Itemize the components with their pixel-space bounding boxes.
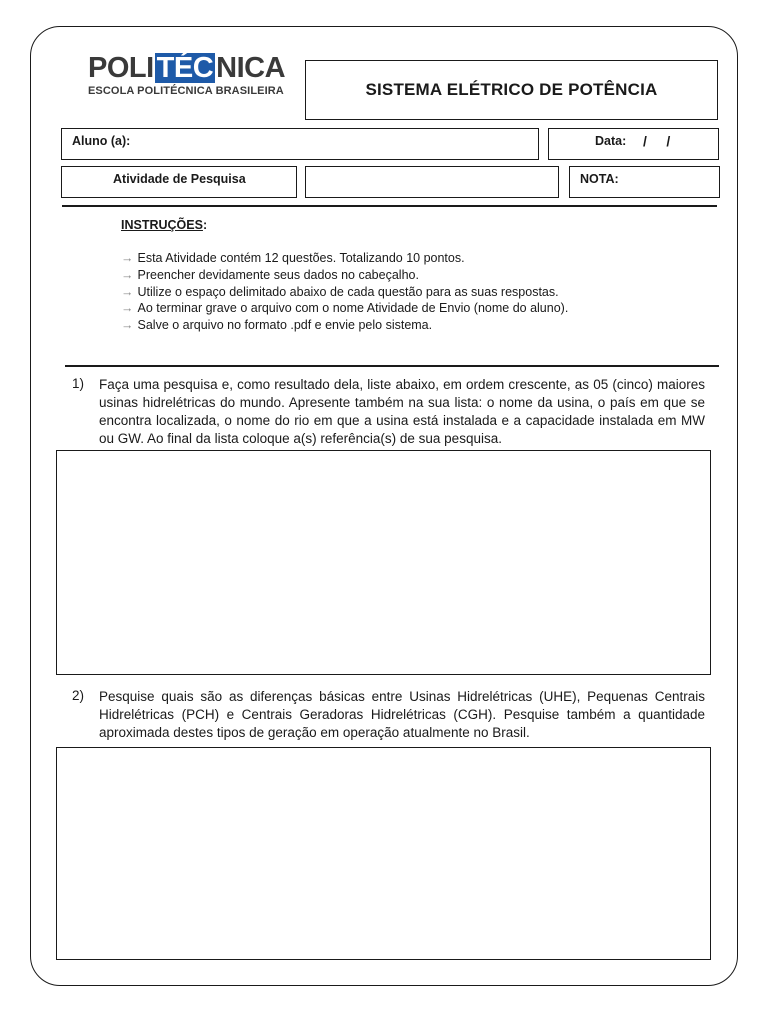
question-1-text: Faça uma pesquisa e, como resultado dela, liste abaixo, em ordem crescente, as 05 (cinco) maiores usinas hidrelétricas do mundo. Apresente também na sua lista: o nome da usina, o país em que se encontra localizada, o nome do rio em que a usina está instalada e a capacidade instalada em MW ou GW. Ao final da lista coloque a(s) referência(s) de sua pesquisa. (99, 377, 705, 446)
instruction-text: Preencher devidamente seus dados no cabeçalho. (137, 267, 419, 282)
arrow-icon: → (121, 301, 134, 316)
grade-label: NOTA: (580, 172, 619, 186)
instruction-item (121, 317, 568, 334)
instruction-text: Utilize o espaço delimitado abaixo de cada questão para as suas respostas. (137, 284, 559, 299)
header-divider (62, 205, 717, 207)
instructions-heading-text: INSTRUÇÕES (121, 218, 203, 232)
instructions-list (121, 250, 568, 334)
arrow-icon: → (121, 251, 134, 265)
instruction-text: Esta Atividade contém 12 questões. Totalizando 10 pontos. (137, 251, 465, 265)
activity-label: Atividade de Pesquisa (113, 172, 246, 186)
arrow-icon: → (121, 267, 134, 282)
question-1-answer-box[interactable] (56, 450, 711, 675)
question-1-number: 1) (72, 376, 85, 391)
instructions-heading-colon: : (202, 218, 208, 232)
instruction-item (121, 250, 568, 267)
question-2-text: Pesquise quais são as diferenças básicas entre Usinas Hidrelétricas (UHE), Pequenas Centrais Hidrelétricas (PCH) e Centrais Geradoras Hidrelétricas (CGH). Pesquise também a quantidade aproximada destes tipos de geração em operação atualmente no Brasil. (99, 689, 705, 740)
question-2-answer-box[interactable] (56, 747, 711, 960)
logo-word-pre: POLI (88, 52, 154, 84)
logo-wordmark (88, 52, 285, 84)
student-label: Aluno (a): (72, 134, 131, 148)
activity-blank-field[interactable] (305, 166, 559, 198)
title-box (305, 60, 718, 120)
instruction-item (121, 284, 568, 301)
politecnica-logo (88, 52, 286, 102)
logo-word-highlight: TÉC (156, 52, 214, 84)
arrow-icon: → (121, 284, 134, 299)
date-slashes: / / (643, 133, 671, 149)
logo-subtitle: ESCOLA POLITÉCNICA BRASILEIRA (88, 85, 284, 97)
instructions-divider (65, 365, 719, 367)
document-title: SISTEMA ELÉTRICO DE POTÊNCIA (365, 80, 658, 99)
instructions-heading (121, 218, 207, 232)
instruction-item (121, 300, 568, 317)
arrow-icon: → (121, 318, 134, 333)
instruction-item (121, 267, 568, 284)
instruction-text: Salve o arquivo no formato .pdf e envie pelo sistema. (137, 318, 433, 333)
question-2-number: 2) (72, 688, 85, 703)
instruction-text: Ao terminar grave o arquivo com o nome Atividade de Envio (nome do aluno). (137, 301, 569, 316)
student-name-field[interactable] (61, 128, 539, 160)
date-label: Data: (595, 134, 627, 148)
logo-word-post: NICA (216, 52, 286, 84)
date-field[interactable] (548, 128, 719, 160)
